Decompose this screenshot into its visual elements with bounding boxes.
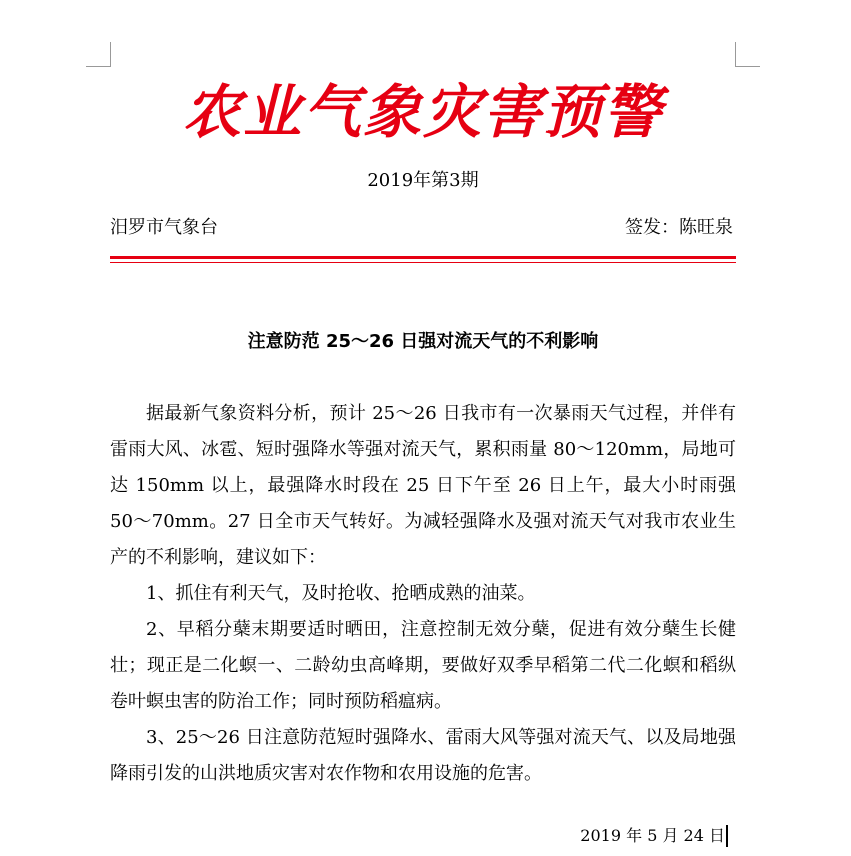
- crop-mark-top-right-horizontal: [735, 66, 760, 67]
- issue-date: 2019 年 5 月 24 日: [580, 826, 725, 845]
- crop-mark-top-left-vertical: [110, 42, 111, 67]
- advice-item-2: 2、早稻分蘖末期要适时晒田，注意控制无效分蘖，促进有效分蘖生长健壮；现正是二化螟一、二龄幼虫高峰期，要做好双季早稻第二代二化螟和稻纵卷叶螟虫害的防治工作；同时预防稻瘟病。: [110, 619, 736, 712]
- advice-item-3: 3、25～26 日注意防范短时强降水、雷雨大风等强对流天气、以及局地强降雨引发的山洪地质灾害对农作物和农用设施的危害。: [110, 727, 736, 784]
- signer-name: 签发：陈旺泉: [625, 217, 733, 238]
- issue-number: 2019年第3期: [367, 170, 479, 191]
- article-title: 注意防范 25～26 日强对流天气的不利影响: [247, 331, 599, 352]
- advice-item-1: 1、抓住有利天气，及时抢收、抢晒成熟的油菜。: [146, 583, 536, 604]
- crop-mark-top-left-horizontal: [86, 66, 111, 67]
- header-rule-thick: [110, 256, 736, 259]
- issuer-name: 汨罗市气象台: [110, 217, 218, 238]
- intro-paragraph: 据最新气象资料分析，预计 25～26 日我市有一次暴雨天气过程，并伴有雷雨大风、冰雹、短时强降水等强对流天气，累积雨量 80～120mm，局地可达 150mm 以上，最强降水时段在 25 日下午至 26 日上午，最大小时雨强 50～70mm。27 日全市天气转好。为减轻强降水及强对流天气对我市农业生产的不利影响，建议如下：: [110, 403, 736, 568]
- article-body: [110, 396, 736, 792]
- crop-mark-top-right-vertical: [735, 42, 736, 67]
- header-rule-thin: [110, 262, 736, 263]
- text-cursor: [726, 825, 728, 847]
- masthead-title: 农业气象灾害预警: [182, 78, 663, 146]
